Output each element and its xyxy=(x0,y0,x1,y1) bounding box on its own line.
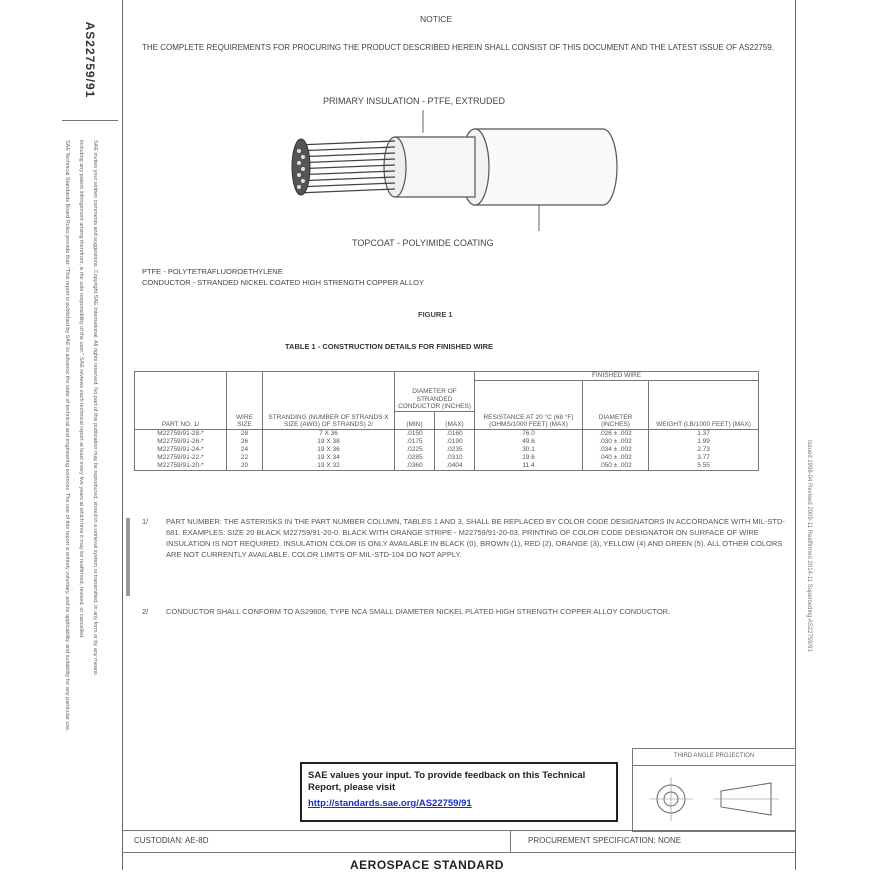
revision-info: Issued 1998-04 Revised 2009-11 Reaffirmed 2014-11 Superseding AS22759/91 xyxy=(806,440,812,652)
header-diameter-group: DIAMETER OF STRANDED CONDUCTOR (INCHES) xyxy=(395,372,475,412)
projection-label: THIRD ANGLE PROJECTION xyxy=(673,753,755,759)
cell-part-no: M22759/91-26-* xyxy=(135,438,227,446)
table-title: TABLE 1 - CONSTRUCTION DETAILS FOR FINISHED WIRE xyxy=(285,342,494,351)
table-row xyxy=(135,429,759,438)
legend-ptfe: PTFE - POLYTETRAFLUOROETHYLENE xyxy=(142,267,283,276)
construction-details-table xyxy=(134,371,759,471)
header-weight: WEIGHT (LB/1000 FEET) (MAX) xyxy=(649,380,759,429)
footer-bottom-line xyxy=(122,852,795,853)
notice-heading: NOTICE xyxy=(420,14,453,24)
document-number: AS22759/91 xyxy=(83,21,97,99)
cell-diameter-min: .0175 xyxy=(395,438,435,446)
cell-diameter-min: .0225 xyxy=(395,446,435,454)
footnote-2 xyxy=(142,606,802,636)
cell-finished-diameter: .040 ± .002 xyxy=(583,454,649,462)
header-finished-wire: FINISHED WIRE xyxy=(475,372,759,381)
cell-diameter-max: .0310 xyxy=(435,454,475,462)
frame-right-line xyxy=(795,0,796,870)
cell-finished-diameter: .034 ± .002 xyxy=(583,446,649,454)
table-row xyxy=(135,462,759,471)
cell-weight: 1.99 xyxy=(649,438,759,446)
cell-resistance: 19.6 xyxy=(475,454,583,462)
third-angle-projection-icon xyxy=(643,771,783,827)
cell-wire-size: 26 xyxy=(227,438,263,446)
header-diameter-min: (MIN) xyxy=(395,411,435,429)
cell-part-no: M22759/91-24-* xyxy=(135,446,227,454)
cell-part-no: M22759/91-28-* xyxy=(135,429,227,438)
cell-stranding: 19 X 34 xyxy=(263,454,395,462)
cell-stranding: 7 X 36 xyxy=(263,429,395,438)
cell-weight: 5.55 xyxy=(649,462,759,471)
cell-part-no: M22759/91-20-* xyxy=(135,462,227,471)
cell-resistance: 11.4 xyxy=(475,462,583,471)
custodian: CUSTODIAN: AE-8D xyxy=(134,836,209,845)
cell-weight: 2.73 xyxy=(649,446,759,454)
cell-wire-size: 22 xyxy=(227,454,263,462)
cell-resistance: 76.0 xyxy=(475,429,583,438)
header-diameter-max: (MAX) xyxy=(435,411,475,429)
footer-divider xyxy=(510,830,511,852)
header-resistance: RESISTANCE AT 20 °C (68 °F) (OHMS/1000 FEET) (MAX) xyxy=(475,380,583,429)
feedback-box xyxy=(300,762,618,822)
header-wire-size: WIRE SIZE xyxy=(227,372,263,430)
cell-resistance: 30.1 xyxy=(475,446,583,454)
figure-legend xyxy=(142,266,424,288)
topcoat-label: TOPCOAT - POLYIMIDE COATING xyxy=(352,238,494,248)
cell-resistance: 49.6 xyxy=(475,438,583,446)
footer-top-line xyxy=(122,830,795,831)
header-part-no: PART NO. 1/ xyxy=(135,372,227,430)
table-row xyxy=(135,446,759,454)
requirement-text: THE COMPLETE REQUIREMENTS FOR PROCURING THE PRODUCT DESCRIBED HEREIN SHALL CONSIST OF THIS DOCUMENT AND THE LATEST ISSUE OF AS22759. xyxy=(142,43,774,52)
cell-diameter-min: .0360 xyxy=(395,462,435,471)
left-margin-notes xyxy=(56,140,116,840)
cell-diameter-max: .0404 xyxy=(435,462,475,471)
footnote-1 xyxy=(142,516,802,586)
cell-diameter-min: .0285 xyxy=(395,454,435,462)
projection-box xyxy=(632,748,796,832)
right-margin-notes xyxy=(800,440,816,780)
cell-diameter-max: .0160 xyxy=(435,429,475,438)
cell-stranding: 19 X 32 xyxy=(263,462,395,471)
cell-diameter-max: .0235 xyxy=(435,446,475,454)
header-finished-diameter: DIAMETER (INCHES) xyxy=(583,380,649,429)
feedback-text: SAE values your input. To provide feedback on this Technical Report, please visit xyxy=(308,770,586,793)
footnote-mark: 1/ xyxy=(142,517,149,526)
left-note-3: SAE invites your written comments and suggestions. Copyright SAE International. All rights reserved. No part of this publication may be reproduced, stored in a retrieval system or transmitted, in any form or by any means. xyxy=(92,140,98,677)
cell-stranding: 19 X 38 xyxy=(263,438,395,446)
cell-finished-diameter: .050 ± .002 xyxy=(583,462,649,471)
cell-wire-size: 24 xyxy=(227,446,263,454)
header-stranding: STRANDING (NUMBER OF STRANDS X SIZE (AWG) OF STRANDS) 2/ xyxy=(263,372,395,430)
footnote-text: PART NUMBER: THE ASTERISKS IN THE PART NUMBER COLUMN, TABLES 1 AND 3, SHALL BE REPLACED BY COLOR CODE DESIGNATORS IN ACCORDANCE WITH MIL-STD-681. EXAMPLES: SIZE 20 BLACK M22759/91-20-0. BLACK WITH ORANGE STRIPE - M22759/91-20-03. PRINTING OF COLOR CODE DESIGNATOR ON SURFACE OF WIRE INSULATION IS NOT REQUIRED. INSULATION COLOR IS ONLY AVAILABLE IN BLACK (0), BROWN (1), RED (2), ORANGE (3), YELLOW (4) AND GREEN (5). ALL OTHER COLORS ARE NOT CURRENTLY AVAILABLE. COLOR LIMITS OF MIL-STD-104 DO NOT APPLY. xyxy=(166,517,785,559)
cell-weight: 3.77 xyxy=(649,454,759,462)
cell-finished-diameter: .030 ± .002 xyxy=(583,438,649,446)
cell-part-no: M22759/91-22-* xyxy=(135,454,227,462)
feedback-link[interactable]: http://standards.sae.org/AS22759/91 xyxy=(308,798,472,809)
frame-left-line xyxy=(122,0,123,870)
footnote-mark: 2/ xyxy=(142,607,149,616)
figure-caption: FIGURE 1 xyxy=(418,310,453,319)
cell-diameter-min: .0150 xyxy=(395,429,435,438)
footnote-text: CONDUCTOR SHALL CONFORM TO AS29606, TYPE NCA SMALL DIAMETER NICKEL PLATED HIGH STRENGTH COPPER ALLOY CONDUCTOR. xyxy=(166,607,671,616)
primary-insulation-label: PRIMARY INSULATION - PTFE, EXTRUDED xyxy=(323,96,506,106)
cell-wire-size: 20 xyxy=(227,462,263,471)
projection-divider xyxy=(633,765,795,766)
legend-conductor: CONDUCTOR - STRANDED NICKEL COATED HIGH STRENGTH COPPER ALLOY xyxy=(142,278,424,287)
footer-title: AEROSPACE STANDARD xyxy=(350,858,504,872)
table-row xyxy=(135,438,759,446)
left-note-1: SAE Technical Standards Board Rules provide that: "This report is published by SAE to advance the state of technical and engineering sciences. The use of this report is entirely voluntary, and its applicability and suitability for any particular use, xyxy=(64,140,70,732)
cell-wire-size: 28 xyxy=(227,429,263,438)
table-row xyxy=(135,454,759,462)
cell-stranding: 19 X 36 xyxy=(263,446,395,454)
cell-finished-diameter: .026 ± .002 xyxy=(583,429,649,438)
procurement-spec: PROCUREMENT SPECIFICATION: NONE xyxy=(528,836,682,845)
document-number-box xyxy=(62,0,118,121)
cell-weight: 1.37 xyxy=(649,429,759,438)
left-note-2: including any patent infringement arising therefrom, is the sole responsibility of the user." SAE reviews each technical report at least every five years at which time it may be reaffirmed, revised, or cancelled. xyxy=(78,140,84,639)
wire-construction-illustration xyxy=(285,105,630,235)
cell-diameter-max: .0190 xyxy=(435,438,475,446)
revision-bar xyxy=(126,518,130,596)
